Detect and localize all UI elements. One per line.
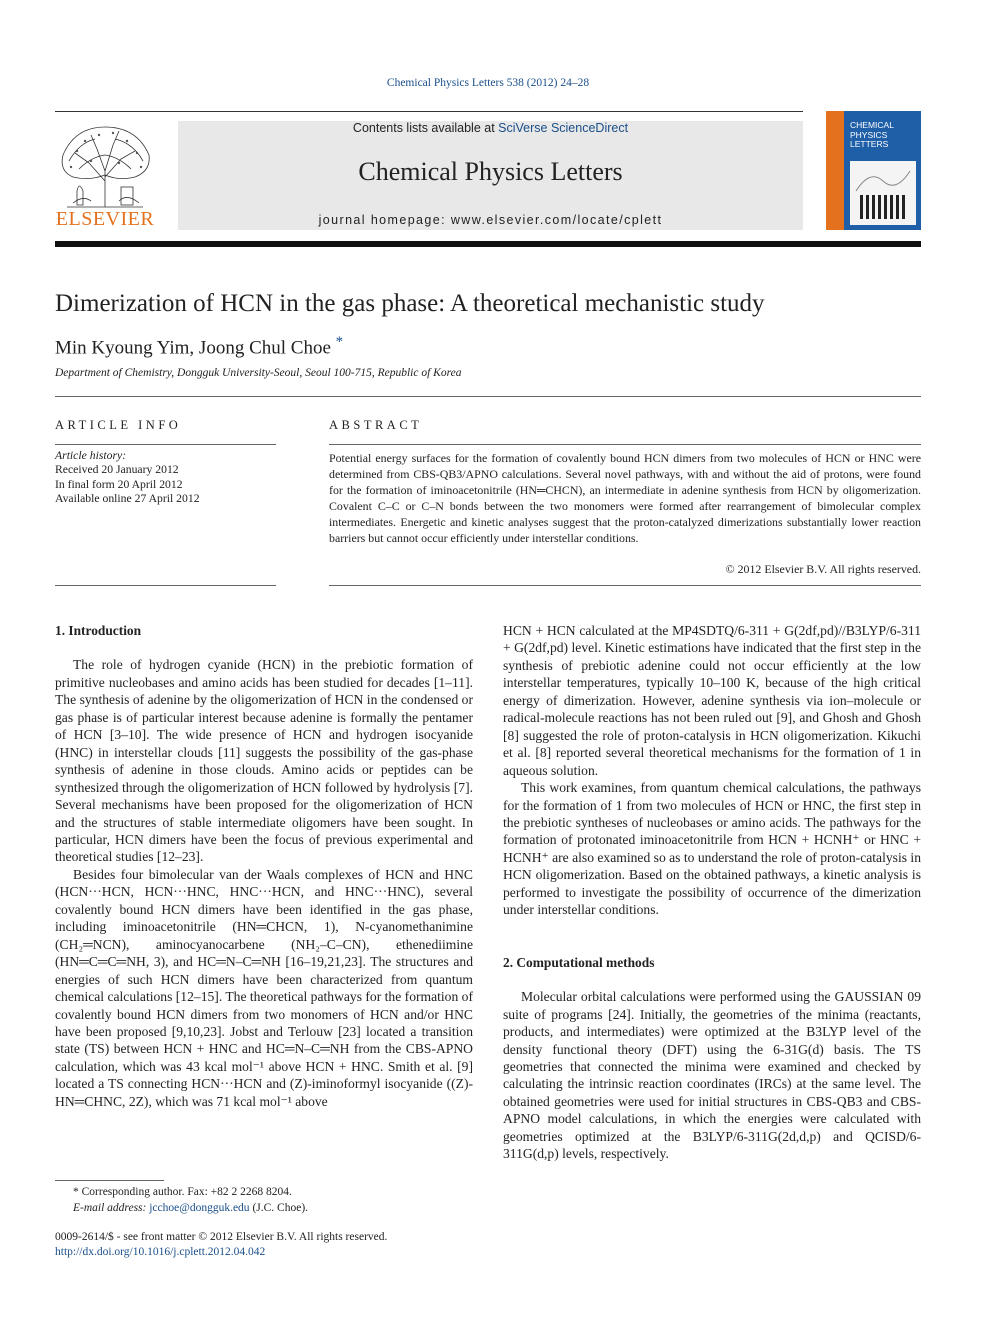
abstract-heading: ABSTRACT (329, 418, 423, 432)
email-line (55, 1201, 473, 1217)
body-left-column (55, 622, 473, 1110)
history-label: Article history: (55, 449, 127, 462)
right-paragraph-2: This work examines, from quantum chemical calculations, the pathways for the formation of 1 from two molecules of HCN or HNC, the first step in the prebiotic syntheses of nucleobases or amino acids. The pathways for the formation of protonated iminoacetonitrile from HCN + HCNH⁺ or HNC + HCNH⁺ are also examined so as to understand the role of proton-catalysis in HCN oligomerization. Based on the obtained pathways, a kinetic analysis is performed to investigate the possibility of occurrence of the dimerization under interstellar conditions. (503, 780, 921, 918)
right-paragraph-1: HCN + HCN calculated at the MP4SDTQ/6-311 + G(2df,pd)//B3LYP/6-311 + G(2df,pd) level. Kinetic estimations have indicated that the first step in the synthesis of prebiotic adenine could not occur efficiently at the low interstellar temperatures, typically 10–100 K, because of the high critical energy of dimerization. However, adenine synthesis via ion–molecule or radical-molecule reactions has not been ruled out [9], and Ghosh and Ghosh [8] suggested the role of proton-catalysis in HCN oligomerization. Kikuchi et al. [8] reported several theoretical mechanisms for the formation of 1 in aqueous solution. (503, 623, 921, 778)
article-history (55, 449, 276, 506)
header-thick-rule (55, 241, 921, 247)
journal-cover[interactable] (826, 111, 921, 230)
introduction-heading: 1. Introduction (55, 623, 142, 638)
publisher-logo[interactable] (55, 121, 155, 231)
corresponding-author-mark[interactable]: * (335, 334, 344, 350)
email-link[interactable]: jcchoe@dongguk.edu (149, 1201, 250, 1214)
history-online: Available online 27 April 2012 (55, 491, 200, 505)
email-suffix: (J.C. Choe). (249, 1201, 309, 1214)
header-rule (55, 111, 803, 112)
sciencedirect-link[interactable]: SciVerse ScienceDirect (498, 121, 629, 135)
abstract-bottom-rule (329, 585, 921, 586)
article-info-rule (55, 444, 276, 445)
affiliation: Department of Chemistry, Dongguk University-Seoul, Seoul 100-715, Republic of Korea (55, 367, 462, 379)
footnote-rule (55, 1180, 164, 1181)
abstract-rule (329, 444, 921, 445)
journal-banner (178, 121, 803, 230)
authors-text: Min Kyoung Yim, Joong Chul Choe (55, 337, 331, 359)
cover-strip (826, 111, 844, 230)
title-rule (55, 396, 921, 397)
email-label: E-mail address: (73, 1201, 150, 1214)
intro-paragraph-2: Besides four bimolecular van der Waals complexes of HCN and HNC (HCN···HCN, HCN···HNC, HNC···HCN, and HNC···HNC), several covalently bound HCN dimers have been identified in the gas phase, including iminoacetonitrile (HN═CHCN, 1), N-cyanomethanimine (CH₂═NCN), aminocyanocarbene (NH₂–C–CN), ethenediimine (HN═C═C═NH, 3), and HC═N–C═NH [16–19,21,23]. The structures and energies of such HCN dimers have been characterized from quantum chemical calculations [12–15]. The theoretical pathways for the formation of covalently bound HCN dimers from two monomers of HCN and/or HNC have been proposed [9,10,23]. Jobst and Terlouw [23] located a transition state (TS) between HCN + HNC and HC═N–C═NH from the CBS-APNO calculation, which was 43 kcal mol⁻¹ above HCN + HNC. Smith et al. [9] located a TS connecting HCN···HCN and (Z)-iminoformyl isocyanide ((Z)-HN═CHNC, 2Z), which was 71 kcal mol⁻¹ above (55, 866, 473, 1109)
issn-line: 0009-2614/$ - see front matter © 2012 Elsevier B.V. All rights reserved. (55, 1231, 388, 1243)
contents-prefix: Contents lists available at (352, 121, 499, 135)
methods-heading: 2. Computational methods (503, 954, 655, 970)
footnote (55, 1185, 473, 1216)
homepage-prefix: journal homepage: (318, 213, 451, 227)
cover-image (850, 161, 916, 225)
abstract-text: Potential energy surfaces for the formation of covalently bound HCN dimers from two molecules of HCN or HNC were determined from CBS-QB3/APNO calculations. Several novel pathways, with and without the aid of protons, were found for the formation of iminoacetonitrile (HN═CHCN), an intermediate in adenine synthesis from HCN by oligomerization. Covalent C–C or C–N bonds between the two monomers were formed after rearrangement of bimolecular complex intermediates. Energetic and kinetic analyses suggest that the proton-catalyzed dimerizations substantially lower reaction barriers but cannot occur efficiently under interstellar conditions. (329, 451, 921, 545)
publisher-logo-text: ELSEVIER (55, 208, 155, 230)
abstract-copyright: © 2012 Elsevier B.V. All rights reserved. (725, 562, 921, 576)
journal-reference[interactable]: Chemical Physics Letters 538 (2012) 24–28 (386, 77, 590, 89)
contents-line (178, 121, 803, 135)
article-info-heading: ARTICLE INFO (55, 418, 182, 432)
homepage-link[interactable]: www.elsevier.com/locate/cplett (450, 213, 663, 227)
history-received: Received 20 January 2012 (55, 463, 179, 477)
cover-title: CHEMICAL PHYSICS LETTERS (850, 120, 894, 149)
article-title: Dimerization of HCN in the gas phase: A theoretical mechanistic study (55, 290, 765, 317)
methods-paragraph-1: Molecular orbital calculations were performed using the GAUSSIAN 09 suite of programs [24]. Initially, the geometries of the minima (reactants, products, and intermediates) were optimized at the B3LYP level of the density functional theory (DFT) using the 6-31G(d) basis. The TS geometries that connected the minima were examined and checked by calculating the intrinsic reaction coordinates (IRCs) at the same level. The obtained geometries were used for initial structures in CBS-QB3 and CBS-APNO model calculations, in which the energies were calculated with geometries optimized at the B3LYP/6-311G(2d,d,p) and QCISD/6-311G(d,p) levels, respectively. (503, 989, 921, 1162)
body-right-column (503, 622, 921, 1163)
elsevier-tree-icon (55, 121, 155, 209)
journal-homepage (178, 213, 803, 227)
article-info-bottom-rule (55, 585, 276, 586)
journal-title: Chemical Physics Letters (358, 157, 623, 186)
author-list (55, 334, 343, 359)
page-footer (55, 1230, 473, 1259)
history-final-form: In final form 20 April 2012 (55, 477, 183, 491)
doi-link[interactable]: http://dx.doi.org/10.1016/j.cplett.2012.04.042 (55, 1245, 266, 1258)
corresponding-author-note: * Corresponding author. Fax: +82 2 2268 8204. (73, 1186, 292, 1198)
intro-paragraph-1: The role of hydrogen cyanide (HCN) in the prebiotic formation of primitive nucleobases and amino acids has been studied for decades [1–11]. The synthesis of adenine by the oligomerization of HCN in the condensed or gas phase is of particular interest because adenine is formally the pentamer of HCN [3–10]. The wide presence of HCN and hydrogen isocyanide (HNC) in interstellar clouds [11] suggests the possibility of the gas-phase synthesis of adenine in those clouds. Amino acids or peptides can be synthesized through the oligomerization of HCN followed by hydrolysis [7]. Several mechanisms have been proposed for the oligomerization of HCN and the structures of stable intermediate oligomers have been sought. In particular, HCN dimers have been the focus of previous experimental and theoretical studies [12–23]. (55, 657, 473, 865)
